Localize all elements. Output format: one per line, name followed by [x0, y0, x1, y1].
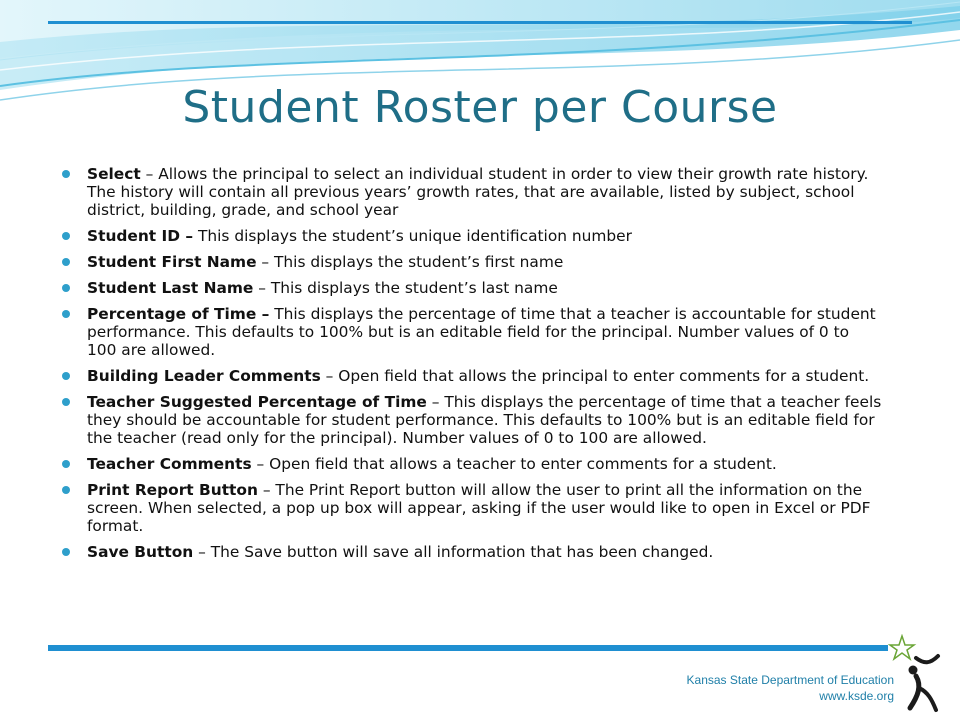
footer-org: Kansas State Department of Education [686, 673, 894, 687]
bullet-text: – This displays the percentage of time that a teacher feels they should be accountable for student performance. This defaults to 100% but is an editable field for the teacher (read only for the principal). Number values of 0 to 100 are allowed. [87, 393, 882, 447]
bullet-item [62, 543, 882, 561]
top-divider [48, 21, 912, 24]
bullet-item [62, 279, 882, 297]
bullet-dot-icon [62, 486, 70, 494]
footer-url: www.ksde.org [819, 689, 894, 703]
bullet-text: This displays the percentage of time that a teacher is accountable for student performance. This defaults to 100% but is an editable field for the principal. Number values of 0 to 100 are allowed. [87, 305, 876, 359]
bullet-dot-icon [62, 310, 70, 318]
bullet-dot-icon [62, 398, 70, 406]
bullet-text: This displays the student’s unique identification number [193, 227, 632, 245]
bullet-term: Percentage of Time – [87, 305, 270, 323]
bullet-term: Student First Name [87, 253, 257, 271]
bullet-item [62, 305, 882, 359]
bullet-term: Student ID – [87, 227, 194, 245]
bullet-dot-icon [62, 372, 70, 380]
bullet-text: – This displays the student’s first name [256, 253, 564, 271]
bullet-item [62, 253, 882, 271]
bullet-text: – The Save button will save all information that has been changed. [193, 543, 714, 561]
bullet-list [62, 165, 882, 561]
bottom-divider [48, 645, 888, 651]
bullet-dot-icon [62, 170, 70, 178]
bullet-item [62, 481, 882, 535]
bullet-term: Teacher Comments [87, 455, 252, 473]
bullet-dot-icon [62, 258, 70, 266]
bullet-dot-icon [62, 460, 70, 468]
bullet-text: – Open field that allows a teacher to enter comments for a student. [251, 455, 777, 473]
bullet-text: – Allows the principal to select an individual student in order to view their growth rate history. The history will contain all previous years’ growth rates, that are available, listed by subject, school district, building, grade, and school year [87, 165, 869, 219]
bullet-item [62, 455, 882, 473]
bullet-term: Print Report Button [87, 481, 258, 499]
bullet-text: – This displays the student’s last name [253, 279, 558, 297]
bullet-term: Select [87, 165, 141, 183]
bullet-item [62, 165, 882, 219]
bullet-term: Student Last Name [87, 279, 254, 297]
bullet-term: Teacher Suggested Percentage of Time [87, 393, 427, 411]
footer [687, 672, 894, 704]
slide-title: Student Roster per Course [182, 82, 778, 133]
bullet-item [62, 227, 882, 245]
bullet-dot-icon [62, 284, 70, 292]
bullet-item [62, 367, 882, 385]
bullet-term: Building Leader Comments [87, 367, 321, 385]
ksde-logo-icon [886, 634, 946, 714]
bullet-dot-icon [62, 232, 70, 240]
bullet-dot-icon [62, 548, 70, 556]
slide-body [62, 165, 882, 569]
bullet-item [62, 393, 882, 447]
bullet-term: Save Button [87, 543, 194, 561]
bullet-text: – Open field that allows the principal to enter comments for a student. [320, 367, 870, 385]
bullet-text: – The Print Report button will allow the user to print all the information on the screen. When selected, a pop up box will appear, asking if the user would like to open in Excel or PDF format. [87, 481, 871, 535]
